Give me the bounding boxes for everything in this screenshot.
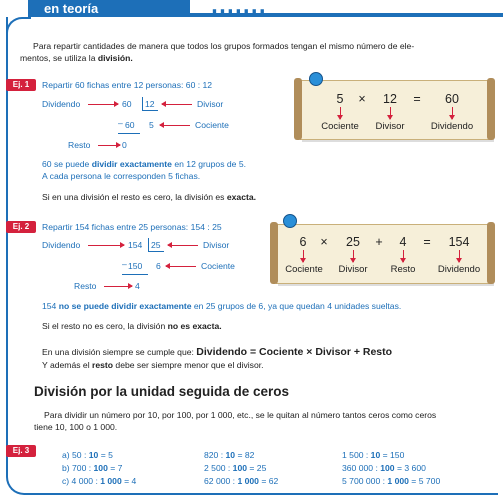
ex1-division-underline [142,110,158,111]
ex1-dividendo-label: Dividendo [42,99,81,109]
ex1-arrow-dividendo [88,104,118,105]
rule-line-1: En una división siempre se cumple que: Dividendo = Cociente × Divisor + Resto [42,346,393,358]
ex3-col3-row2: 360 000 : 100 = 3 600 [342,463,426,473]
ex3-col3-row3: 5 700 000 : 1 000 = 5 700 [342,476,441,486]
ex2-text-1: 154 no se puede dividir exactamente en 25 grupos de 6, ya que quedan 4 unidades sueltas. [42,301,402,311]
ex1-board-pin [309,72,323,86]
ex1-board-b: 12 [383,92,397,106]
ex1-resto-label: Resto [68,140,91,150]
ex2-dividendo-label: Dividendo [42,240,81,250]
ex3-col1-row3: c) 4 000 : 1 000 = 4 [62,476,137,486]
rule-line-2: Y además el resto debe ser siempre menor que el divisor. [42,360,264,370]
ex1-text-1: 60 se puede dividir exactamente en 12 grupos de 5. [42,159,247,169]
ex2-board-a: 6 [299,235,307,249]
ex1-board-roll-right [487,78,495,140]
ex1-division-bar [142,97,143,111]
intro-line-2: mentos, se utiliza la división. [20,53,133,63]
ex1-subtract-line [118,133,140,134]
ex1-board-roll-left [294,78,302,140]
ex2-arrow-divisor [168,245,198,246]
ex1-board-a: 5 [336,92,344,106]
ex2-board-label-resto: Resto [390,264,416,275]
section-line-1: Para dividir un número por 10, por 100, por 1 000, etc., se le quitan al número tantos ceros como ceros [44,410,437,420]
ex3-col3-row1: 1 500 : 10 = 150 [342,450,405,460]
ex3-col2-row1: 820 : 10 = 82 [204,450,255,460]
ex1-board-c: 60 [445,92,459,106]
ex2-board-roll-right [487,222,495,284]
section-line-2: tiene 10, 100 o 1 000. [34,422,118,432]
ex3-col1-row2: b) 700 : 100 = 7 [62,463,123,473]
ex2-subtract-line [122,274,148,275]
ex2-board-b: 25 [346,235,360,249]
ex1-divisor-label: Divisor [197,99,224,109]
ex1-divisor: 12 [145,99,155,109]
ex2-divisor: 25 [151,240,161,250]
ex2-resto-label: Resto [74,281,97,291]
header-dashes: ▮▮▮▮▮▮▮ [212,7,268,17]
ex2-board-label-dividendo: Dividendo [437,264,481,275]
ex2-board-c: 154 [448,235,470,249]
ex1-subtract: 60 [125,120,135,130]
ex2-divisor-label: Divisor [203,240,230,250]
ex1-arrow-resto [98,145,120,146]
ex2-cociente: 6 [156,261,161,271]
ex2-resto: 4 [135,281,140,291]
example-tag-3: Ej. 3 [6,445,36,457]
ex2-subtract: 150 [128,261,143,271]
section-title: División por la unidad seguida de ceros [34,384,290,399]
ex2-board-label-divisor: Divisor [338,264,368,275]
section-header: en teoría [28,0,190,17]
ex1-board-label-dividendo: Dividendo [430,121,474,132]
ex3-col2-row3: 62 000 : 1 000 = 62 [204,476,279,486]
ex2-dividendo: 154 [128,240,143,250]
ex2-board-pin [283,214,297,228]
ex1-dividendo: 60 [122,99,132,109]
ex2-arrow-cociente [166,266,196,267]
ex1-text-2: A cada persona le corresponden 5 fichas. [42,171,201,181]
ex1-cociente: 5 [149,120,154,130]
ex3-col1-row1: a) 50 : 10 = 5 [62,450,113,460]
ex2-title: Repartir 154 fichas entre 25 personas: 154 : 25 [42,222,222,232]
ex2-division-underline [148,251,164,252]
ex1-cociente-label: Cociente [195,120,229,130]
ex1-text-3: Si en una división el resto es cero, la división es exacta. [42,192,257,202]
ex1-arrow-divisor [162,104,192,105]
ex2-board-label-cociente: Cociente [285,264,323,275]
ex1-arrow-cociente [160,125,190,126]
ex3-col2-row2: 2 500 : 100 = 25 [204,463,267,473]
ex2-text-2: Si el resto no es cero, la división no es exacta. [42,321,222,331]
ex1-board-label-divisor: Divisor [375,121,405,132]
example-tag-2: Ej. 2 [6,221,36,233]
example-tag-1: Ej. 1 [6,79,36,91]
ex2-arrow-resto [104,286,132,287]
ex2-division-bar [148,238,149,252]
intro-line-1: Para repartir cantidades de manera que todos los grupos formados tengan el mismo número de ele- [33,41,415,51]
ex1-resto: 0 [122,140,127,150]
ex2-arrow-dividendo [88,245,124,246]
ex1-board-label-cociente: Cociente [321,121,359,132]
ex2-board-r: 4 [399,235,407,249]
ex2-cociente-label: Cociente [201,261,235,271]
ex1-title: Repartir 60 fichas entre 12 personas: 60 : 12 [42,80,213,90]
